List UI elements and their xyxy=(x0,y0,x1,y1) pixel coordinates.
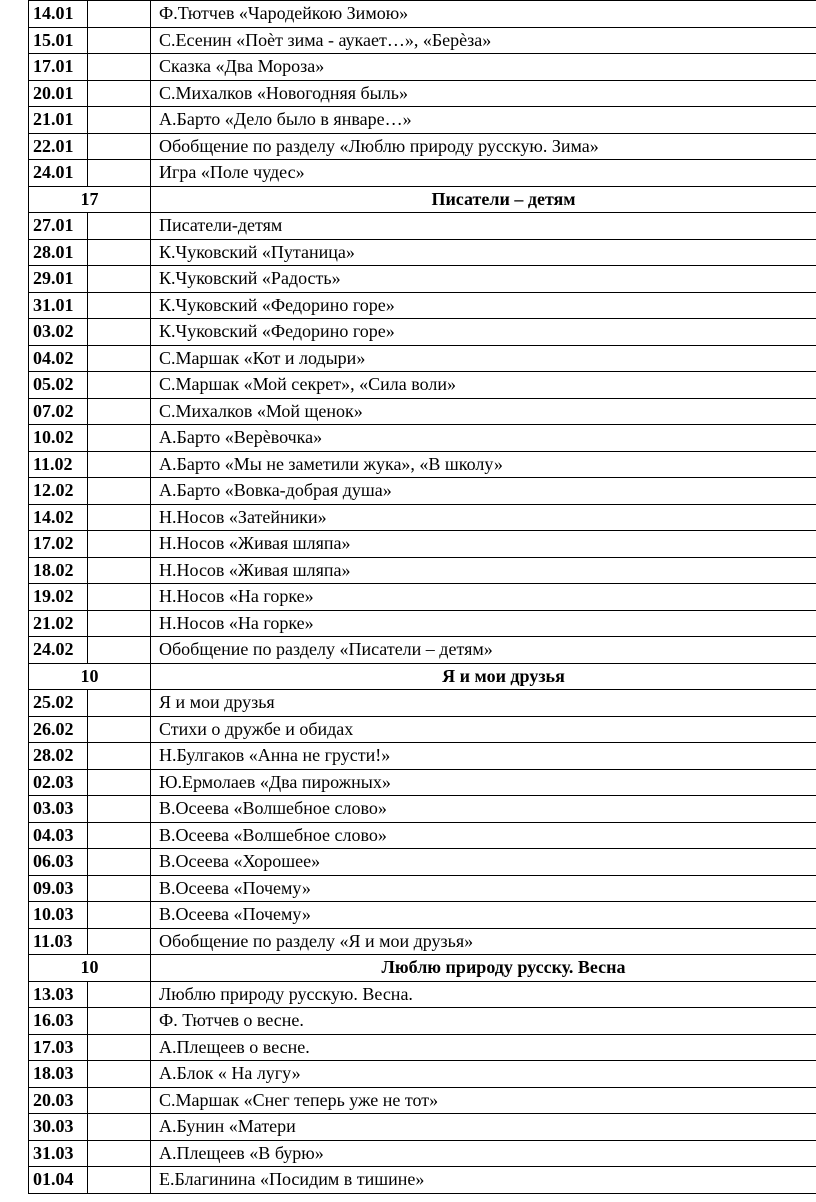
lesson-date: 31.03 xyxy=(29,1140,88,1167)
lesson-row xyxy=(29,822,816,849)
lesson-topic: Н.Булгаков «Анна не грусти!» xyxy=(151,743,816,770)
empty-cell xyxy=(88,266,151,293)
empty-cell xyxy=(88,849,151,876)
lesson-topic: А.Барто «Верѐвочка» xyxy=(151,425,816,452)
lesson-date: 21.01 xyxy=(29,107,88,134)
lesson-date: 07.02 xyxy=(29,398,88,425)
empty-cell xyxy=(88,451,151,478)
lesson-date: 20.03 xyxy=(29,1087,88,1114)
lesson-row xyxy=(29,849,816,876)
lesson-date: 10.03 xyxy=(29,902,88,929)
lesson-topic: Люблю природу русскую. Весна. xyxy=(151,981,816,1008)
lesson-date: 13.03 xyxy=(29,981,88,1008)
lesson-topic: Н.Носов «Живая шляпа» xyxy=(151,531,816,558)
section-hours: 10 xyxy=(29,955,151,982)
lesson-row xyxy=(29,1167,816,1194)
lesson-topic: С.Маршак «Кот и лодыри» xyxy=(151,345,816,372)
section-row xyxy=(29,955,816,982)
lesson-topic: С.Михалков «Мой щенок» xyxy=(151,398,816,425)
lesson-topic: А.Бунин «Матери xyxy=(151,1114,816,1141)
lesson-row xyxy=(29,345,816,372)
lesson-date: 19.02 xyxy=(29,584,88,611)
lesson-date: 14.02 xyxy=(29,504,88,531)
lesson-plan-table xyxy=(28,0,816,1194)
empty-cell xyxy=(88,1087,151,1114)
lesson-date: 15.01 xyxy=(29,27,88,54)
empty-cell xyxy=(88,319,151,346)
empty-cell xyxy=(88,133,151,160)
lesson-topic: Н.Носов «Затейники» xyxy=(151,504,816,531)
lesson-date: 03.02 xyxy=(29,319,88,346)
empty-cell xyxy=(88,1140,151,1167)
lesson-topic: К.Чуковский «Радость» xyxy=(151,266,816,293)
lesson-row xyxy=(29,743,816,770)
section-title: Писатели – детям xyxy=(151,186,816,213)
lesson-topic: В.Осеева «Почему» xyxy=(151,902,816,929)
lesson-row xyxy=(29,1087,816,1114)
empty-cell xyxy=(88,107,151,134)
lesson-row xyxy=(29,716,816,743)
lesson-date: 04.02 xyxy=(29,345,88,372)
empty-cell xyxy=(88,1061,151,1088)
lesson-row xyxy=(29,1114,816,1141)
lesson-date: 21.02 xyxy=(29,610,88,637)
lesson-row xyxy=(29,875,816,902)
empty-cell xyxy=(88,54,151,81)
lesson-topic: В.Осеева «Хорошее» xyxy=(151,849,816,876)
lesson-row xyxy=(29,1140,816,1167)
empty-cell xyxy=(88,690,151,717)
lesson-date: 24.02 xyxy=(29,637,88,664)
lesson-date: 11.02 xyxy=(29,451,88,478)
lesson-topic: С.Маршак «Снег теперь уже не тот» xyxy=(151,1087,816,1114)
lesson-row xyxy=(29,1034,816,1061)
lesson-topic: Игра «Поле чудес» xyxy=(151,160,816,187)
lesson-date: 17.01 xyxy=(29,54,88,81)
empty-cell xyxy=(88,213,151,240)
lesson-row xyxy=(29,504,816,531)
lesson-topic: К.Чуковский «Путаница» xyxy=(151,239,816,266)
empty-cell xyxy=(88,610,151,637)
lesson-topic: Ф.Тютчев «Чародейкою Зимою» xyxy=(151,1,816,28)
lesson-date: 04.03 xyxy=(29,822,88,849)
empty-cell xyxy=(88,1114,151,1141)
lesson-topic: К.Чуковский «Федорино горе» xyxy=(151,292,816,319)
empty-cell xyxy=(88,1,151,28)
lesson-row xyxy=(29,928,816,955)
lesson-row xyxy=(29,478,816,505)
lesson-row xyxy=(29,557,816,584)
empty-cell xyxy=(88,398,151,425)
lesson-topic: Стихи о дружбе и обидах xyxy=(151,716,816,743)
empty-cell xyxy=(88,716,151,743)
empty-cell xyxy=(88,637,151,664)
lesson-topic: Сказка «Два Мороза» xyxy=(151,54,816,81)
lesson-row xyxy=(29,451,816,478)
lesson-row xyxy=(29,637,816,664)
lesson-date: 10.02 xyxy=(29,425,88,452)
empty-cell xyxy=(88,822,151,849)
lesson-date: 11.03 xyxy=(29,928,88,955)
lesson-row xyxy=(29,319,816,346)
lesson-topic: Н.Носов «На горке» xyxy=(151,584,816,611)
lesson-topic: Писатели-детям xyxy=(151,213,816,240)
lesson-date: 17.03 xyxy=(29,1034,88,1061)
lesson-date: 09.03 xyxy=(29,875,88,902)
lesson-row xyxy=(29,425,816,452)
lesson-topic: К.Чуковский «Федорино горе» xyxy=(151,319,816,346)
empty-cell xyxy=(88,478,151,505)
empty-cell xyxy=(88,425,151,452)
lesson-date: 25.02 xyxy=(29,690,88,717)
lesson-row xyxy=(29,584,816,611)
lesson-row xyxy=(29,107,816,134)
lesson-row xyxy=(29,690,816,717)
lesson-topic: С.Есенин «Поѐт зима - аукает…», «Берѐза» xyxy=(151,27,816,54)
lesson-row xyxy=(29,610,816,637)
lesson-row xyxy=(29,398,816,425)
lesson-date: 01.04 xyxy=(29,1167,88,1194)
empty-cell xyxy=(88,769,151,796)
lesson-topic: С.Михалков «Новогодняя быль» xyxy=(151,80,816,107)
lesson-date: 06.03 xyxy=(29,849,88,876)
lesson-row xyxy=(29,213,816,240)
empty-cell xyxy=(88,239,151,266)
empty-cell xyxy=(88,27,151,54)
lesson-date: 14.01 xyxy=(29,1,88,28)
empty-cell xyxy=(88,981,151,1008)
empty-cell xyxy=(88,345,151,372)
empty-cell xyxy=(88,80,151,107)
lesson-date: 20.01 xyxy=(29,80,88,107)
lesson-date: 12.02 xyxy=(29,478,88,505)
lesson-date: 24.01 xyxy=(29,160,88,187)
empty-cell xyxy=(88,743,151,770)
empty-cell xyxy=(88,292,151,319)
lesson-topic: А.Барто «Вовка-добрая душа» xyxy=(151,478,816,505)
section-row xyxy=(29,186,816,213)
lesson-row xyxy=(29,1061,816,1088)
lesson-date: 30.03 xyxy=(29,1114,88,1141)
empty-cell xyxy=(88,928,151,955)
lesson-row xyxy=(29,902,816,929)
lesson-date: 29.01 xyxy=(29,266,88,293)
lesson-date: 02.03 xyxy=(29,769,88,796)
section-title: Я и мои друзья xyxy=(151,663,816,690)
empty-cell xyxy=(88,584,151,611)
lesson-topic: А.Блок « На лугу» xyxy=(151,1061,816,1088)
empty-cell xyxy=(88,1008,151,1035)
lesson-date: 16.03 xyxy=(29,1008,88,1035)
lesson-row xyxy=(29,133,816,160)
lesson-date: 17.02 xyxy=(29,531,88,558)
lesson-row xyxy=(29,372,816,399)
lesson-date: 03.03 xyxy=(29,796,88,823)
empty-cell xyxy=(88,557,151,584)
lesson-date: 28.01 xyxy=(29,239,88,266)
lesson-row xyxy=(29,531,816,558)
lesson-topic: Обобщение по разделу «Я и мои друзья» xyxy=(151,928,816,955)
lesson-topic: А.Барто «Мы не заметили жука», «В школу» xyxy=(151,451,816,478)
lesson-topic: В.Осеева «Волшебное слово» xyxy=(151,822,816,849)
lesson-row xyxy=(29,80,816,107)
lesson-row xyxy=(29,769,816,796)
lesson-topic: В.Осеева «Почему» xyxy=(151,875,816,902)
empty-cell xyxy=(88,504,151,531)
lesson-row xyxy=(29,27,816,54)
lesson-row xyxy=(29,1,816,28)
lesson-topic: С.Маршак «Мой секрет», «Сила воли» xyxy=(151,372,816,399)
lesson-row xyxy=(29,981,816,1008)
lesson-date: 26.02 xyxy=(29,716,88,743)
lesson-date: 22.01 xyxy=(29,133,88,160)
lesson-topic: Н.Носов «На горке» xyxy=(151,610,816,637)
lesson-row xyxy=(29,1008,816,1035)
lesson-date: 18.02 xyxy=(29,557,88,584)
section-title: Люблю природу русску. Весна xyxy=(151,955,816,982)
lesson-topic: А.Плещеев о весне. xyxy=(151,1034,816,1061)
lesson-row xyxy=(29,160,816,187)
empty-cell xyxy=(88,1034,151,1061)
empty-cell xyxy=(88,160,151,187)
lesson-date: 27.01 xyxy=(29,213,88,240)
lesson-topic: Н.Носов «Живая шляпа» xyxy=(151,557,816,584)
lesson-topic: В.Осеева «Волшебное слово» xyxy=(151,796,816,823)
lesson-topic: Обобщение по разделу «Писатели – детям» xyxy=(151,637,816,664)
empty-cell xyxy=(88,875,151,902)
lesson-row xyxy=(29,54,816,81)
lesson-plan-body xyxy=(29,1,816,1194)
lesson-topic: Е.Благинина «Посидим в тишине» xyxy=(151,1167,816,1194)
lesson-topic: А.Плещеев «В бурю» xyxy=(151,1140,816,1167)
section-hours: 10 xyxy=(29,663,151,690)
empty-cell xyxy=(88,902,151,929)
section-hours: 17 xyxy=(29,186,151,213)
empty-cell xyxy=(88,531,151,558)
lesson-date: 05.02 xyxy=(29,372,88,399)
empty-cell xyxy=(88,372,151,399)
lesson-row xyxy=(29,796,816,823)
lesson-topic: А.Барто «Дело было в январе…» xyxy=(151,107,816,134)
lesson-row xyxy=(29,266,816,293)
section-row xyxy=(29,663,816,690)
empty-cell xyxy=(88,796,151,823)
lesson-topic: Ю.Ермолаев «Два пирожных» xyxy=(151,769,816,796)
lesson-date: 18.03 xyxy=(29,1061,88,1088)
lesson-date: 31.01 xyxy=(29,292,88,319)
lesson-row xyxy=(29,239,816,266)
lesson-date: 28.02 xyxy=(29,743,88,770)
empty-cell xyxy=(88,1167,151,1194)
lesson-topic: Я и мои друзья xyxy=(151,690,816,717)
lesson-row xyxy=(29,292,816,319)
lesson-topic: Обобщение по разделу «Люблю природу русскую. Зима» xyxy=(151,133,816,160)
lesson-topic: Ф. Тютчев о весне. xyxy=(151,1008,816,1035)
